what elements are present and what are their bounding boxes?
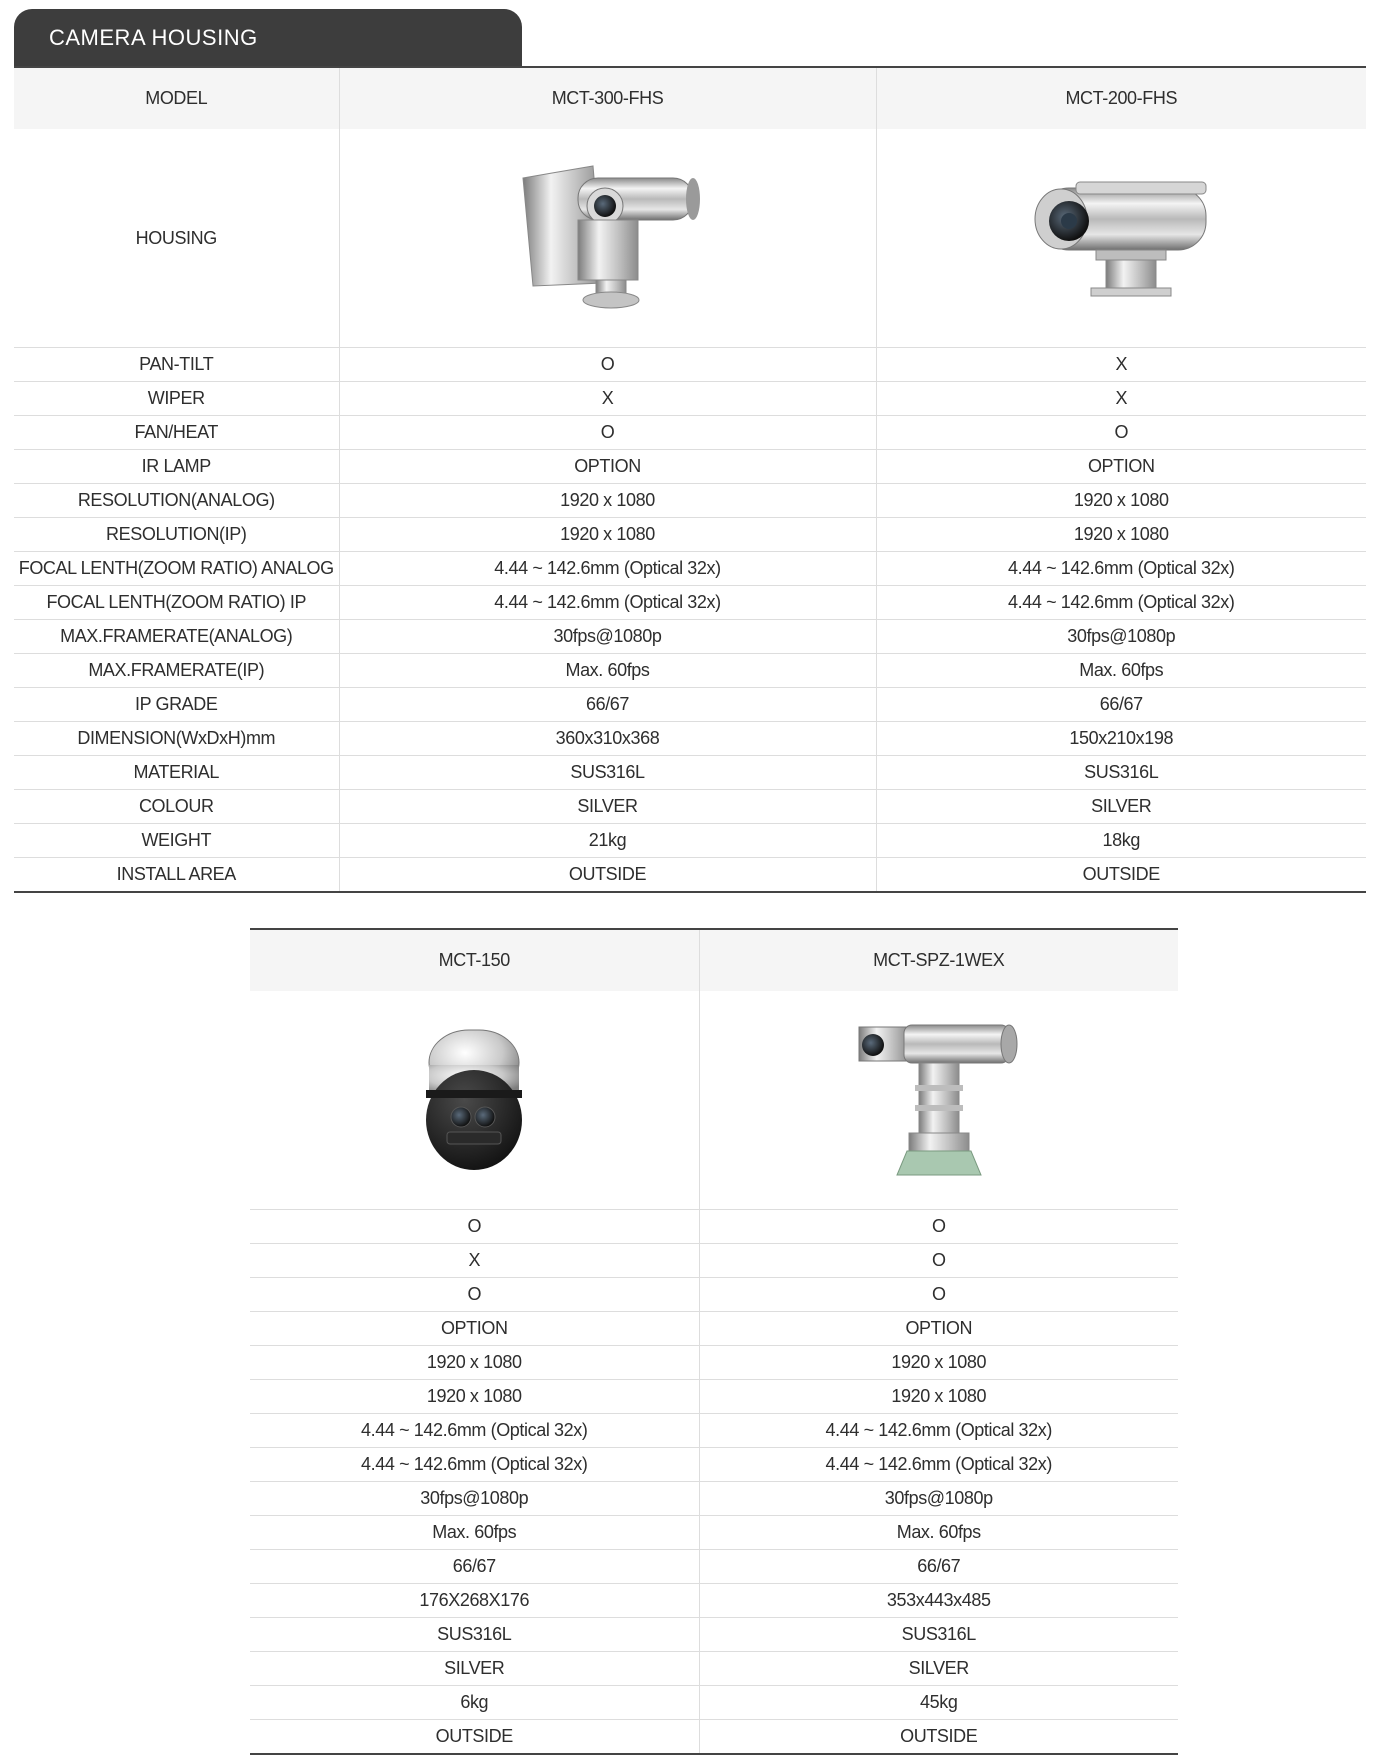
spec-value: 30fps@1080p (339, 620, 876, 654)
spec-value: 176X268X176 (250, 1584, 699, 1618)
table-row (14, 722, 1366, 756)
spec-value: 1920 x 1080 (339, 518, 876, 552)
spec-value: SILVER (876, 790, 1366, 824)
spec-table-top (14, 66, 1366, 893)
table-row (250, 1448, 1178, 1482)
spec-value: OUTSIDE (339, 858, 876, 893)
housing-label: HOUSING (135, 227, 217, 248)
section-title: CAMERA HOUSING (14, 9, 522, 66)
spec-label: MAX.FRAMERATE(ANALOG) (14, 620, 339, 654)
table-row (14, 484, 1366, 518)
spec-value: 4.44 ~ 142.6mm (Optical 32x) (339, 552, 876, 586)
spec-label: INSTALL AREA (14, 858, 339, 893)
spec-value: 21kg (339, 824, 876, 858)
model-label: MODEL (14, 67, 339, 129)
table-row (14, 790, 1366, 824)
spec-label: PAN-TILT (14, 348, 339, 382)
model-name: MCT-150 (250, 929, 699, 991)
table-row (14, 348, 1366, 382)
spec-value: 4.44 ~ 142.6mm (Optical 32x) (699, 1448, 1178, 1482)
table-row (250, 1516, 1178, 1550)
spec-value: OPTION (699, 1312, 1178, 1346)
table-row (250, 1720, 1178, 1755)
spec-value: 4.44 ~ 142.6mm (Optical 32x) (876, 586, 1366, 620)
spec-value: SILVER (339, 790, 876, 824)
spec-value: SILVER (250, 1652, 699, 1686)
model-name: MCT-SPZ-1WEX (699, 929, 1178, 991)
spec-value: 4.44 ~ 142.6mm (Optical 32x) (876, 552, 1366, 586)
table-row (14, 586, 1366, 620)
spec-label: WIPER (14, 382, 339, 416)
spec-value: O (250, 1278, 699, 1312)
spec-label: MAX.FRAMERATE(IP) (14, 654, 339, 688)
spec-value: 1920 x 1080 (250, 1346, 699, 1380)
spec-value: O (699, 1244, 1178, 1278)
spec-value: 6kg (250, 1686, 699, 1720)
spec-value: Max. 60fps (250, 1516, 699, 1550)
spec-value: OPTION (339, 450, 876, 484)
spec-label: RESOLUTION(IP) (14, 518, 339, 552)
spec-label: FAN/HEAT (14, 416, 339, 450)
spec-value: SUS316L (339, 756, 876, 790)
table-row (14, 518, 1366, 552)
table-row (14, 450, 1366, 484)
spec-label: COLOUR (14, 790, 339, 824)
housing-image-row (250, 991, 1178, 1210)
spec-value: O (339, 416, 876, 450)
table-header-row (250, 929, 1178, 991)
spec-value: O (699, 1278, 1178, 1312)
table-row (250, 1550, 1178, 1584)
spec-value: 1920 x 1080 (876, 484, 1366, 518)
spec-value: OUTSIDE (250, 1720, 699, 1755)
spec-value: 360x310x368 (339, 722, 876, 756)
table-header-row (14, 67, 1366, 129)
spec-label: FOCAL LENTH(ZOOM RATIO) IP (14, 586, 339, 620)
spec-value: 66/67 (699, 1550, 1178, 1584)
table-row (14, 654, 1366, 688)
pan-tilt-housing-image (508, 158, 708, 318)
table-row (250, 1482, 1178, 1516)
spec-value: 30fps@1080p (250, 1482, 699, 1516)
spec-value: X (339, 382, 876, 416)
table-row (250, 1210, 1178, 1244)
spec-value: 66/67 (876, 688, 1366, 722)
spec-value: 4.44 ~ 142.6mm (Optical 32x) (699, 1414, 1178, 1448)
spec-value: O (699, 1210, 1178, 1244)
spec-value: Max. 60fps (699, 1516, 1178, 1550)
table-row (250, 1584, 1178, 1618)
table-row (14, 858, 1366, 893)
spec-value: SUS316L (250, 1618, 699, 1652)
spec-value: 66/67 (250, 1550, 699, 1584)
spec-value: OUTSIDE (876, 858, 1366, 893)
spec-value: 150x210x198 (876, 722, 1366, 756)
spec-value: SILVER (699, 1652, 1178, 1686)
table-row (14, 688, 1366, 722)
explosion-proof-ptz-image (849, 1015, 1029, 1185)
table-row (250, 1244, 1178, 1278)
spec-label: WEIGHT (14, 824, 339, 858)
spec-value: O (339, 348, 876, 382)
table-row (250, 1346, 1178, 1380)
table-row (250, 1278, 1178, 1312)
bullet-housing-image (1021, 168, 1221, 308)
spec-label: FOCAL LENTH(ZOOM RATIO) ANALOG (14, 552, 339, 586)
spec-value: 18kg (876, 824, 1366, 858)
spec-value: 4.44 ~ 142.6mm (Optical 32x) (250, 1448, 699, 1482)
spec-value: 66/67 (339, 688, 876, 722)
spec-value: 4.44 ~ 142.6mm (Optical 32x) (339, 586, 876, 620)
spec-value: X (876, 348, 1366, 382)
product-image-mct-spz-1wex (699, 991, 1178, 1210)
model-name: MCT-300-FHS (339, 67, 876, 129)
spec-value: O (250, 1210, 699, 1244)
spec-value: 1920 x 1080 (699, 1380, 1178, 1414)
spec-value: SUS316L (699, 1618, 1178, 1652)
product-image-mct-300-fhs (339, 129, 876, 348)
spec-value: 45kg (699, 1686, 1178, 1720)
table-row (250, 1618, 1178, 1652)
dome-camera-image (409, 1020, 539, 1180)
table-row (250, 1312, 1178, 1346)
table-row (14, 824, 1366, 858)
spec-value: 4.44 ~ 142.6mm (Optical 32x) (250, 1414, 699, 1448)
spec-value: OPTION (876, 450, 1366, 484)
spec-value: X (250, 1244, 699, 1278)
spec-value: OUTSIDE (699, 1720, 1178, 1755)
spec-value: 1920 x 1080 (699, 1346, 1178, 1380)
table-row (14, 756, 1366, 790)
spec-label: IP GRADE (14, 688, 339, 722)
spec-value: O (876, 416, 1366, 450)
table-row (250, 1652, 1178, 1686)
spec-value: SUS316L (876, 756, 1366, 790)
housing-image-row (14, 129, 1366, 348)
spec-value: Max. 60fps (876, 654, 1366, 688)
table-row (14, 382, 1366, 416)
table-row (14, 416, 1366, 450)
spec-label: IR LAMP (14, 450, 339, 484)
table-row (250, 1686, 1178, 1720)
table-row (14, 552, 1366, 586)
spec-value: 1920 x 1080 (876, 518, 1366, 552)
table-row (250, 1414, 1178, 1448)
product-image-mct-150 (250, 991, 699, 1210)
spec-value: 30fps@1080p (699, 1482, 1178, 1516)
spec-label: RESOLUTION(ANALOG) (14, 484, 339, 518)
spec-value: 30fps@1080p (876, 620, 1366, 654)
spec-value: 353x443x485 (699, 1584, 1178, 1618)
spec-value: Max. 60fps (339, 654, 876, 688)
spec-value: X (876, 382, 1366, 416)
spec-label: DIMENSION(WxDxH)mm (14, 722, 339, 756)
product-image-mct-200-fhs (876, 129, 1366, 348)
table-row (14, 620, 1366, 654)
spec-value: OPTION (250, 1312, 699, 1346)
model-name: MCT-200-FHS (876, 67, 1366, 129)
spec-table-bottom (250, 928, 1178, 1755)
spec-label: MATERIAL (14, 756, 339, 790)
spec-value: 1920 x 1080 (250, 1380, 699, 1414)
spec-value: 1920 x 1080 (339, 484, 876, 518)
table-row (250, 1380, 1178, 1414)
